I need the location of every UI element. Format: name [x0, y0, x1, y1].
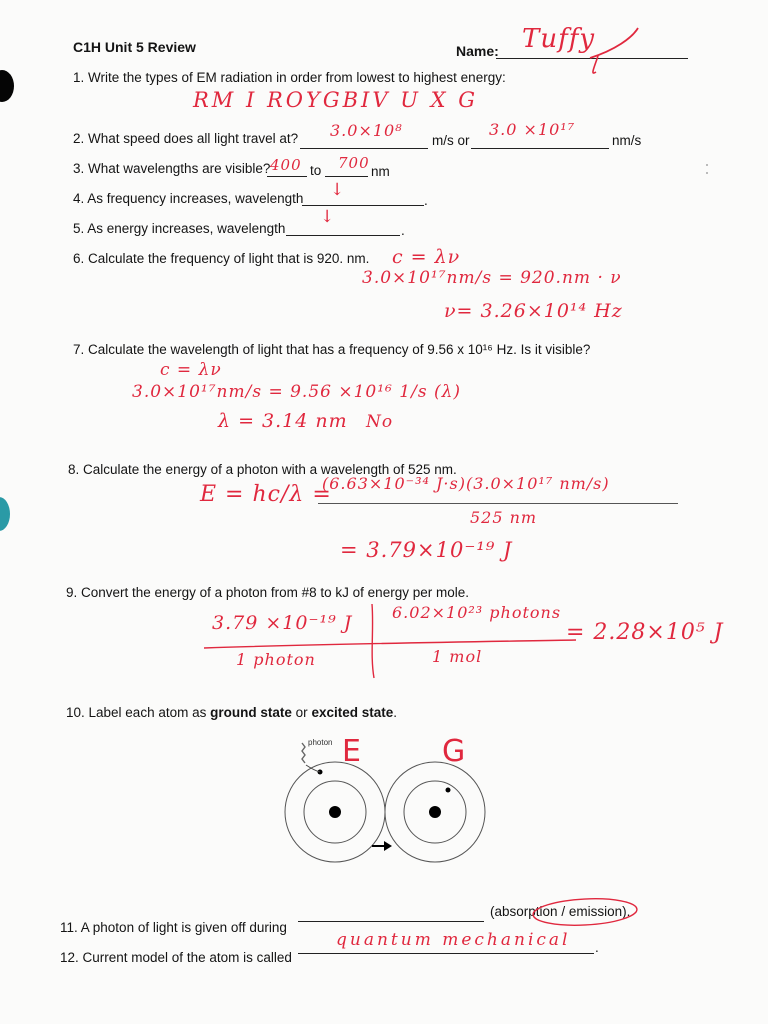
question-5: 5. As energy increases, wavelength [73, 221, 286, 236]
question-2: 2. What speed does all light travel at? [73, 131, 299, 146]
signature-flourish [520, 20, 650, 80]
work-8-result: = 3.79×10⁻¹⁹ J [340, 538, 513, 562]
choice-emission: emission). [568, 904, 631, 919]
work-6-result: ν= 3.26×10¹⁴ Hz [444, 300, 623, 322]
question-7: 7. Calculate the wavelength of light that has a frequency of 9.56 x 10¹⁶ Hz. Is it visible? [73, 342, 591, 357]
work-9-mol: 1 mol [432, 647, 483, 666]
work-9-avogadro: 6.02×10²³ photons [392, 603, 562, 622]
question-8: 8. Calculate the energy of a photon with a wavelength of 525 nm. [68, 462, 457, 477]
work-9-energy: 3.79 ×10⁻¹⁹ J [212, 612, 353, 634]
answer-line-12 [298, 953, 594, 954]
q10-excited-state: excited state [311, 705, 394, 720]
q10-ground-state: ground state [210, 705, 292, 720]
name-answer: Tuffy [522, 24, 596, 54]
ground-atom [385, 762, 485, 862]
work-7-result: λ = 3.14 nm [218, 410, 348, 432]
period-4: . [424, 193, 428, 208]
fraction-bar-8 [318, 503, 678, 504]
question-12: 12. Current model of the atom is called [60, 950, 292, 965]
work-9-photon: 1 photon [236, 650, 316, 669]
question-4: 4. As frequency increases, wavelength [73, 191, 304, 206]
question-11: 11. A photon of light is given off during [60, 920, 287, 935]
work-6-formula: c = λν [392, 246, 461, 268]
answer-line-4 [302, 205, 424, 206]
question-3: 3. What wavelengths are visible? [73, 161, 271, 176]
answer-line-5 [286, 235, 400, 236]
unit-2b: nm/s [612, 133, 642, 148]
answer-line-2a [300, 148, 428, 149]
period-5: . [401, 223, 405, 238]
answer-1: RM I ROYGBIV U X G [193, 88, 478, 112]
excited-atom [285, 762, 385, 862]
answer-4: ↓ [330, 180, 346, 200]
binder-hole-top [0, 70, 14, 102]
period-12: . [595, 940, 599, 955]
answer-line-3b [325, 176, 368, 177]
q10-text-a: 10. Label each atom as [66, 705, 207, 720]
answer-3a: 400 [270, 156, 302, 174]
answer-2a: 3.0×10⁸ [330, 121, 403, 140]
question-10 [66, 705, 397, 720]
photon-label: photon [308, 738, 333, 747]
question-9: 9. Convert the energy of a photon from #8 to kJ of energy per mole. [66, 585, 469, 600]
answer-line-11 [298, 921, 484, 922]
work-9-result: = 2.28×10⁵ J [566, 620, 724, 645]
margin-dot [706, 172, 708, 174]
question-1: 1. Write the types of EM radiation in order from lowest to highest energy: [73, 70, 506, 85]
q10-period: . [393, 705, 397, 720]
work-7-setup: 3.0×10¹⁷nm/s = 9.56 ×10¹⁶ 1/s (λ) [132, 382, 461, 402]
atom-label-right: G [442, 734, 467, 769]
work-8-numerator: (6.63×10⁻³⁴ J·s)(3.0×10¹⁷ nm/s) [322, 474, 610, 493]
text-to: to [310, 163, 322, 178]
choice-absorption: (absorption [490, 904, 558, 919]
work-8-formula: E = hc/λ = [200, 482, 332, 507]
binder-hole-middle [0, 497, 10, 531]
answer-line-3a [267, 176, 307, 177]
answer-12: quantum mechanical [336, 930, 571, 950]
unit-3: nm [371, 164, 390, 179]
answer-line-2b [471, 148, 609, 149]
atom-label-left: E [342, 734, 362, 769]
emission-circle [530, 894, 640, 930]
unit-2a: m/s or [432, 133, 470, 148]
work-7-formula: c = λν [160, 360, 222, 380]
conversion-table-lines [200, 600, 580, 680]
answer-2b: 3.0 ×10¹⁷ [489, 120, 576, 139]
atom-diagram [280, 735, 490, 865]
work-8-denominator: 525 nm [470, 508, 538, 527]
name-label: Name: [456, 43, 499, 59]
answer-3b: 700 [338, 154, 370, 172]
margin-dot [706, 164, 708, 166]
work-6-setup: 3.0×10¹⁷nm/s = 920.nm · ν [362, 268, 622, 288]
work-7-visible: No [366, 412, 394, 432]
choice-separator: / [561, 904, 566, 919]
photon-wave [302, 743, 320, 772]
page-title: C1H Unit 5 Review [73, 39, 196, 55]
q10-text-b: or [295, 705, 308, 720]
question-6: 6. Calculate the frequency of light that is 920. nm. [73, 251, 370, 266]
answer-5: ↓ [320, 207, 336, 227]
